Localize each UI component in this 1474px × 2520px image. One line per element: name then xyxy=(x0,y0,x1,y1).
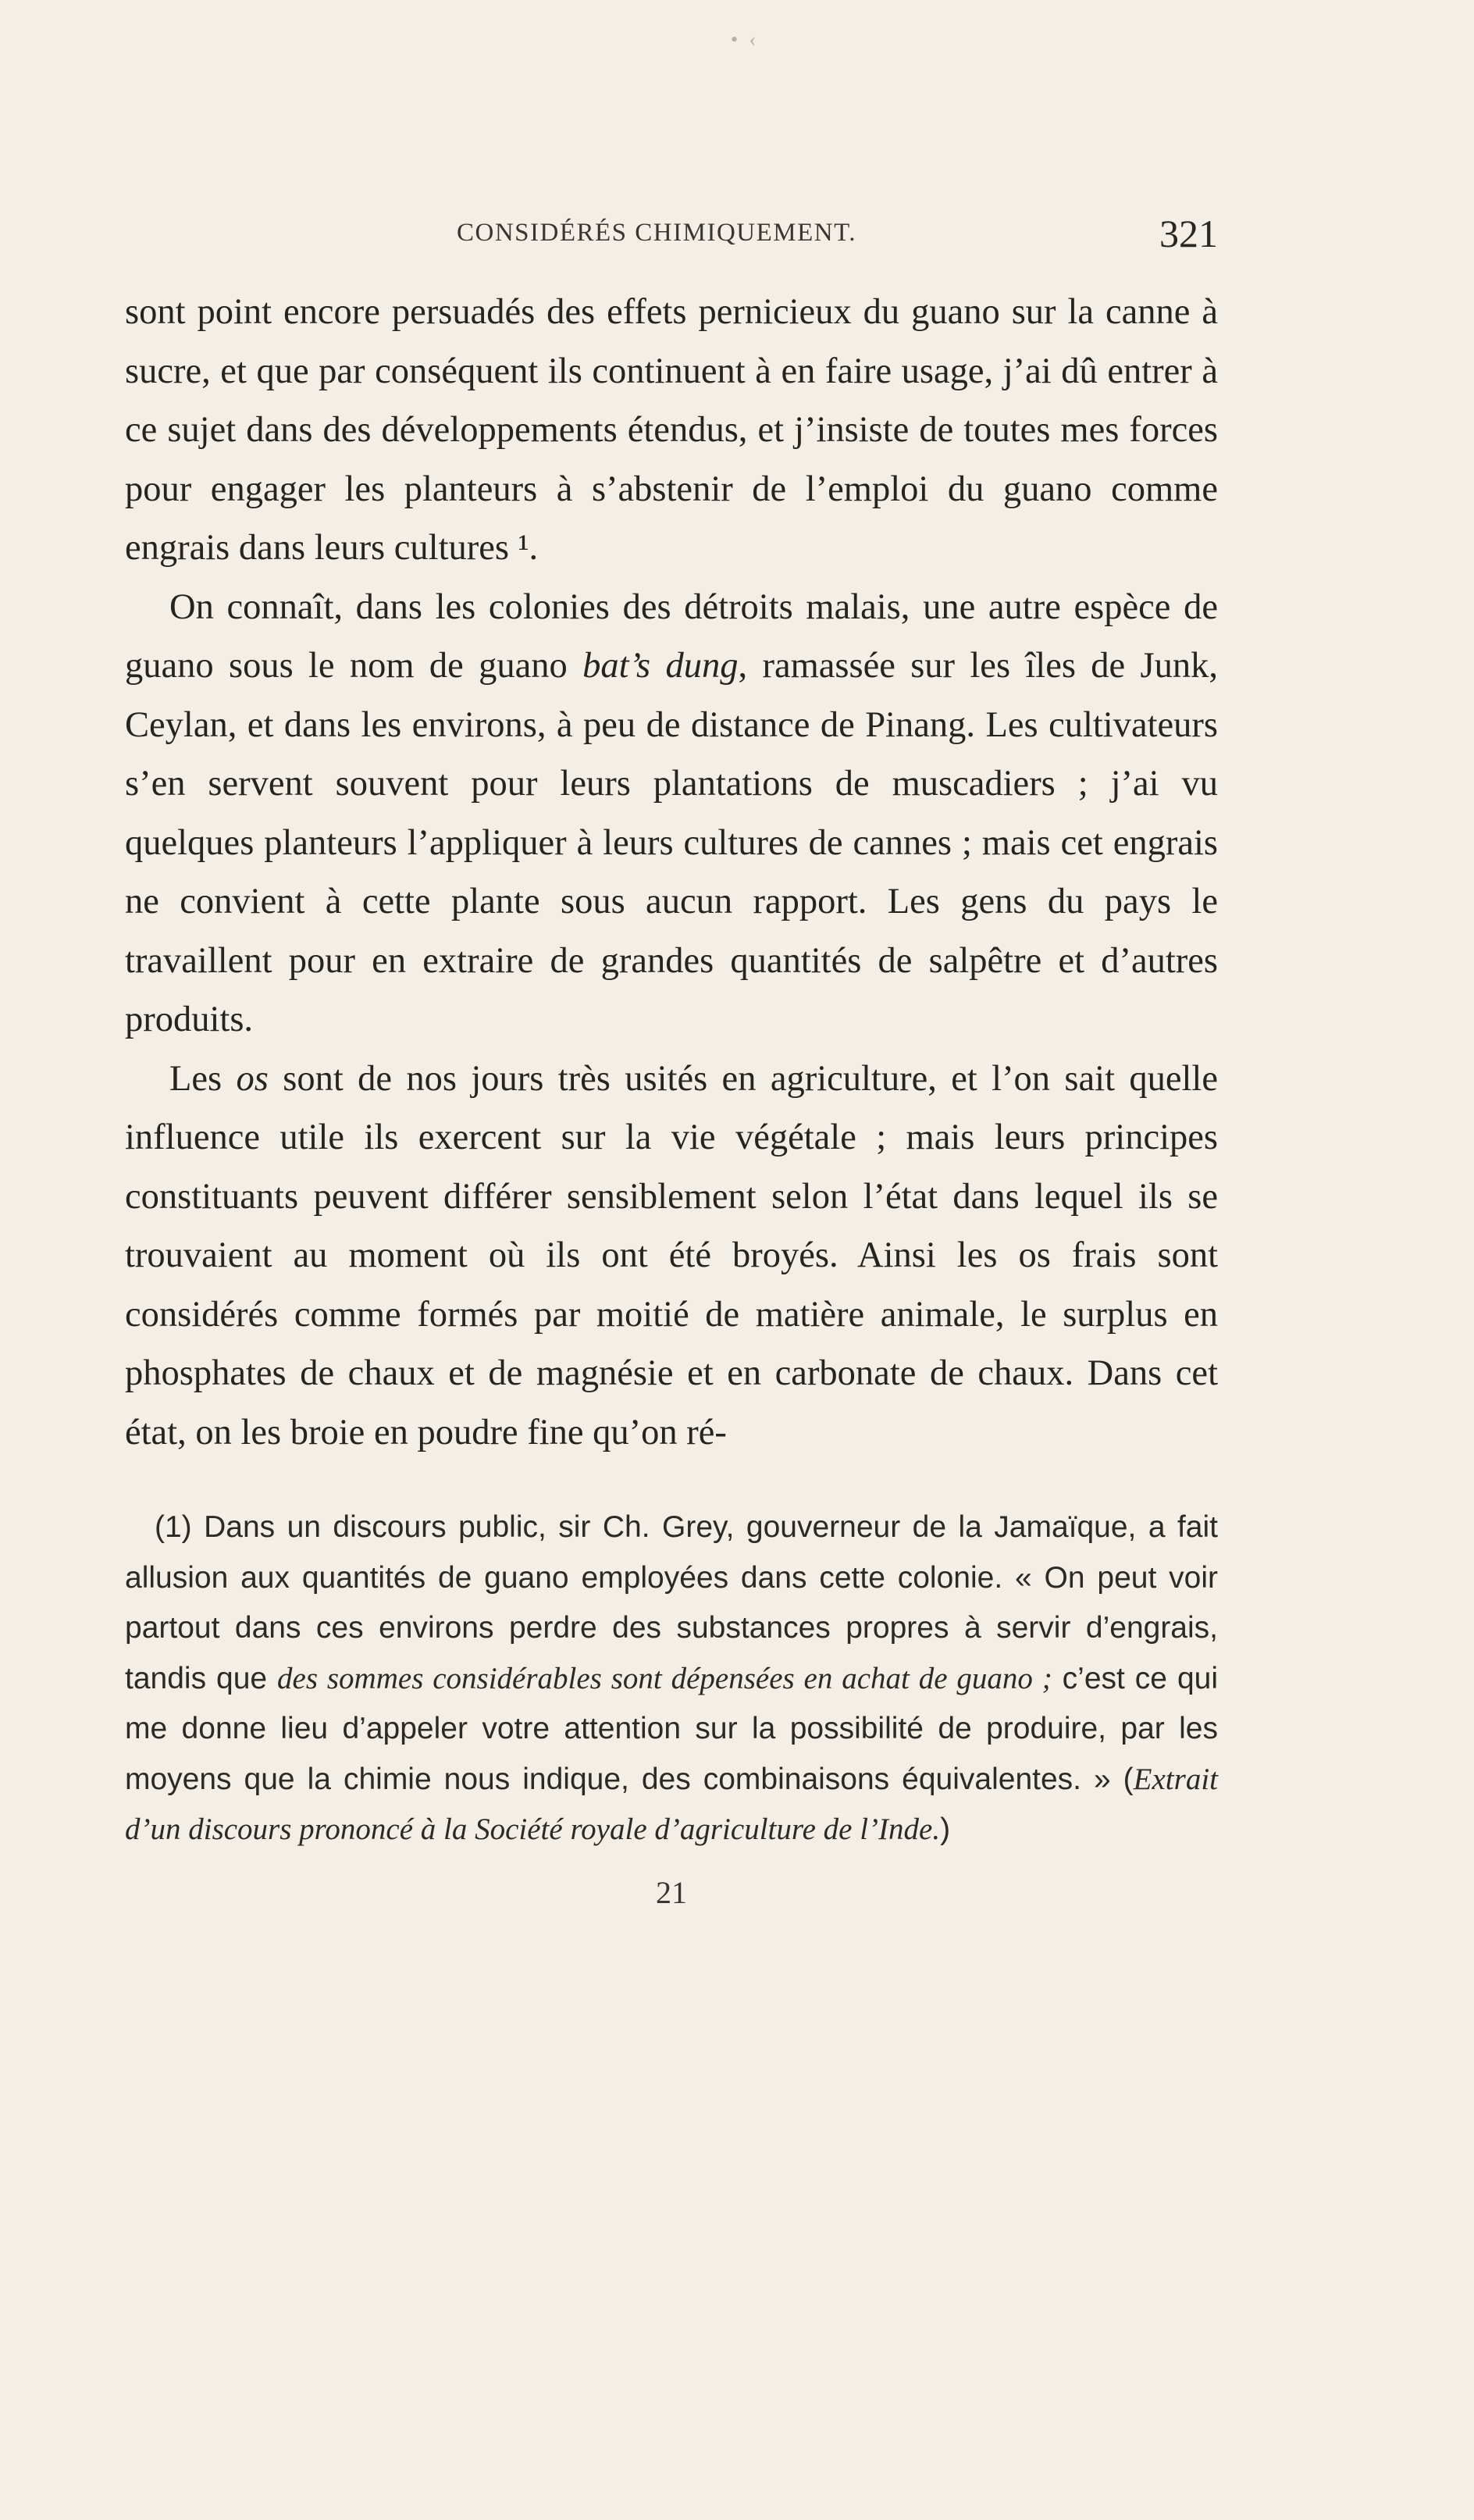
page-number: 321 xyxy=(1159,212,1218,255)
footnote-text-a: (1) Dans un discours public, sir Ch. Grey, gouverneur de la Jamaïque, a fait allusion aux quantités de guano employées dans cette colonie. « On peut voir partout dans ces environs perdre des substances propres à servir d’engrais, tandis que xyxy=(125,1510,1218,1695)
body-text xyxy=(125,283,1218,1462)
book-page xyxy=(125,211,1218,1911)
paragraph-3-text-a: Les xyxy=(169,1058,237,1099)
paragraph-3 xyxy=(125,1050,1218,1463)
footnote xyxy=(125,1502,1218,1855)
footnote-text-c: ) xyxy=(940,1812,951,1846)
paragraph-1: sont point encore persuadés des effets pernicieux du guano sur la canne à sucre, et que par conséquent ils continuent à en faire usage, j’ai dû entrer à ce sujet dans des développements étendus, et j’insiste de toutes mes forces pour engager les planteurs à s’abstenir de l’emploi du guano comme engrais dans leurs cultures ¹. xyxy=(125,292,1218,568)
paragraph-2-text-b: , ramassée sur les îles de Junk, Ceylan, et dans les environs, à peu de distance de Pinang. Les cultivateurs s’en servent souvent pour leurs plantations de muscadiers ; j’ai vu quelques planteurs l’appliquer à leurs cultures de cannes ; mais cet engrais ne convient à cette plante sous aucun rapport. Les gens du pays le travaillent pour en extraire de grandes quantités de salpêtre et d’autres produits. xyxy=(125,646,1218,1039)
running-head xyxy=(125,211,1218,258)
paragraph-2-text-a: On connaît, dans les colonies des détroits malais, une autre espèce de guano sous le nom de guano xyxy=(125,586,1218,686)
signature-mark: 21 xyxy=(656,1874,687,1910)
paragraph-2-italic: bat’s dung xyxy=(582,646,739,686)
paragraph-3-italic: os xyxy=(236,1058,269,1099)
running-title: CONSIDÉRÉS CHIMIQUEMENT. xyxy=(457,219,857,247)
paragraph-3-text-b: sont de nos jours très usités en agriculture, et l’on sait quelle influence utile ils exercent sur la vie végétale ; mais leurs principes constituants peuvent différer sensiblement selon l’état dans lequel ils se trouvaient au moment où ils ont été broyés. Ainsi les os frais sont considérés comme formés par moitié de matière animale, le surplus en phosphates de chaux et de magnésie et en carbonate de chaux. Dans cet état, on les broie en poudre fine qu’on ré- xyxy=(125,1058,1218,1452)
paragraph-2 xyxy=(125,578,1218,1050)
top-margin-mark: • ‹ xyxy=(731,28,760,51)
footnote-text-b: c’est ce qui me donne lieu d’appeler votre attention sur la possibilité de produire, par les moyens que la chimie nous indique, des combinaisons équivalentes. » ( xyxy=(125,1661,1218,1796)
footnote-italic-2: Extrait d’un discours prononcé à la Société royale d’agriculture de l’Inde. xyxy=(125,1762,1218,1846)
footnote-italic-1: des sommes considérables sont dépensées en achat de guano ; xyxy=(277,1661,1052,1695)
